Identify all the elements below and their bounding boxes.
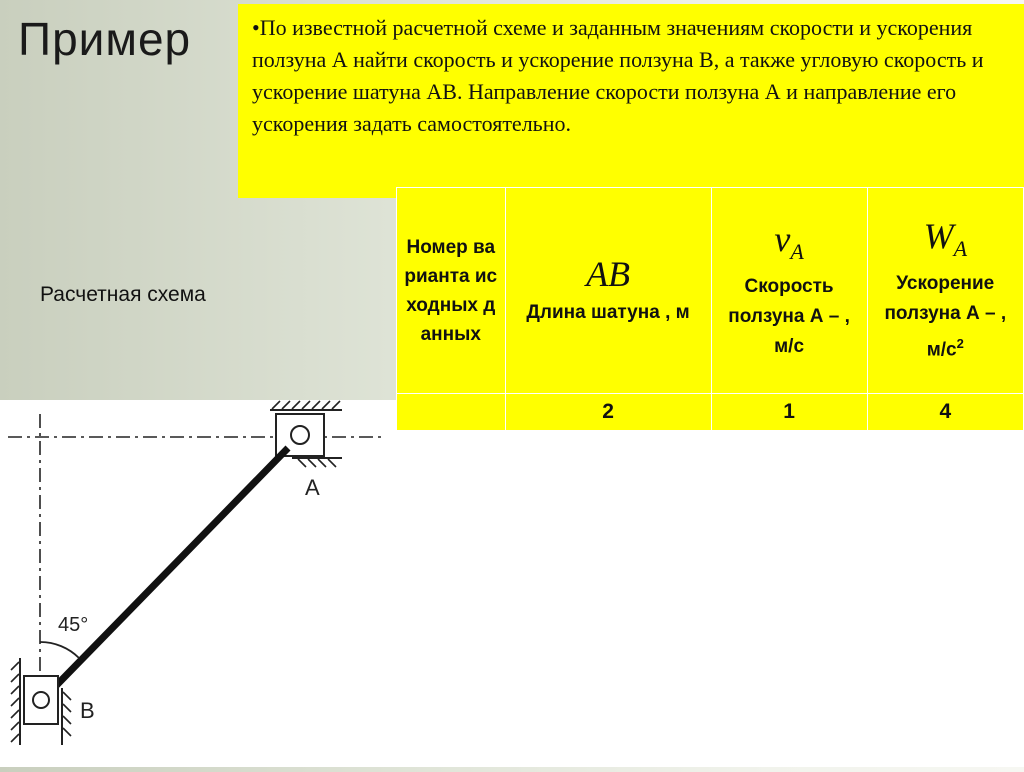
- mechanism-diagram: [0, 400, 396, 767]
- header-velocity-label: Скорость ползуна А – , м/с: [728, 276, 850, 358]
- symbol-va-main: v: [774, 218, 791, 259]
- symbol-wa-sub: A: [953, 235, 968, 261]
- guide-b-right-hatch: [63, 692, 71, 736]
- symbol-ab: AB: [586, 253, 631, 294]
- acceleration-unit-sup: 2: [956, 335, 964, 351]
- guide-a-top-hatch: [272, 401, 340, 409]
- table-cell-velocity: 1: [711, 394, 867, 431]
- table-cell-acceleration: 4: [867, 394, 1023, 431]
- blank-area: [396, 430, 1024, 767]
- header-slider-a-acceleration: [867, 188, 1023, 394]
- header-slider-a-velocity: [711, 188, 867, 394]
- point-a-label: A: [305, 475, 320, 500]
- schema-label: Расчетная схема: [40, 283, 206, 306]
- header-acceleration-label: [875, 269, 1015, 365]
- connecting-rod: [46, 448, 288, 696]
- table-cell-variant: [397, 394, 506, 431]
- header-rod-length: [505, 188, 711, 394]
- symbol-va: [712, 219, 867, 272]
- slide-title: Пример: [18, 13, 192, 65]
- angle-label: 45°: [58, 614, 89, 636]
- guide-b-left-hatch: [11, 662, 19, 742]
- input-data-table: [396, 187, 1024, 431]
- point-b-label: B: [80, 698, 95, 723]
- angle-arc: [40, 642, 79, 658]
- acceleration-unit-text: Ускорение ползуна А – , м/с: [884, 272, 1007, 361]
- pin-b: [33, 692, 49, 708]
- symbol-wa: [868, 216, 1023, 269]
- table-row: [397, 394, 1024, 431]
- header-variant-number: [397, 188, 506, 394]
- header-variant-label: Номер варианта исходных данных: [404, 236, 498, 345]
- mechanism-svg: [0, 400, 396, 767]
- header-rod-length-label: Длина шатуна , м: [526, 301, 690, 323]
- pin-a: [291, 426, 309, 444]
- table-cell-rod-length: 2: [505, 394, 711, 431]
- table-header-row: [397, 188, 1024, 394]
- task-description: •По известной расчетной схеме и заданным значениям скорости и ускорения ползуна А найти скорость и ускорение ползуна В, а также угловую скорость и ускорение шатуна АВ. Направление скорости ползуна А и направление его ускорения задать самостоятельно.: [238, 4, 1024, 198]
- symbol-va-sub: A: [790, 239, 804, 265]
- symbol-wa-main: W: [923, 215, 954, 256]
- guide-a-bottom-hatch: [298, 459, 336, 467]
